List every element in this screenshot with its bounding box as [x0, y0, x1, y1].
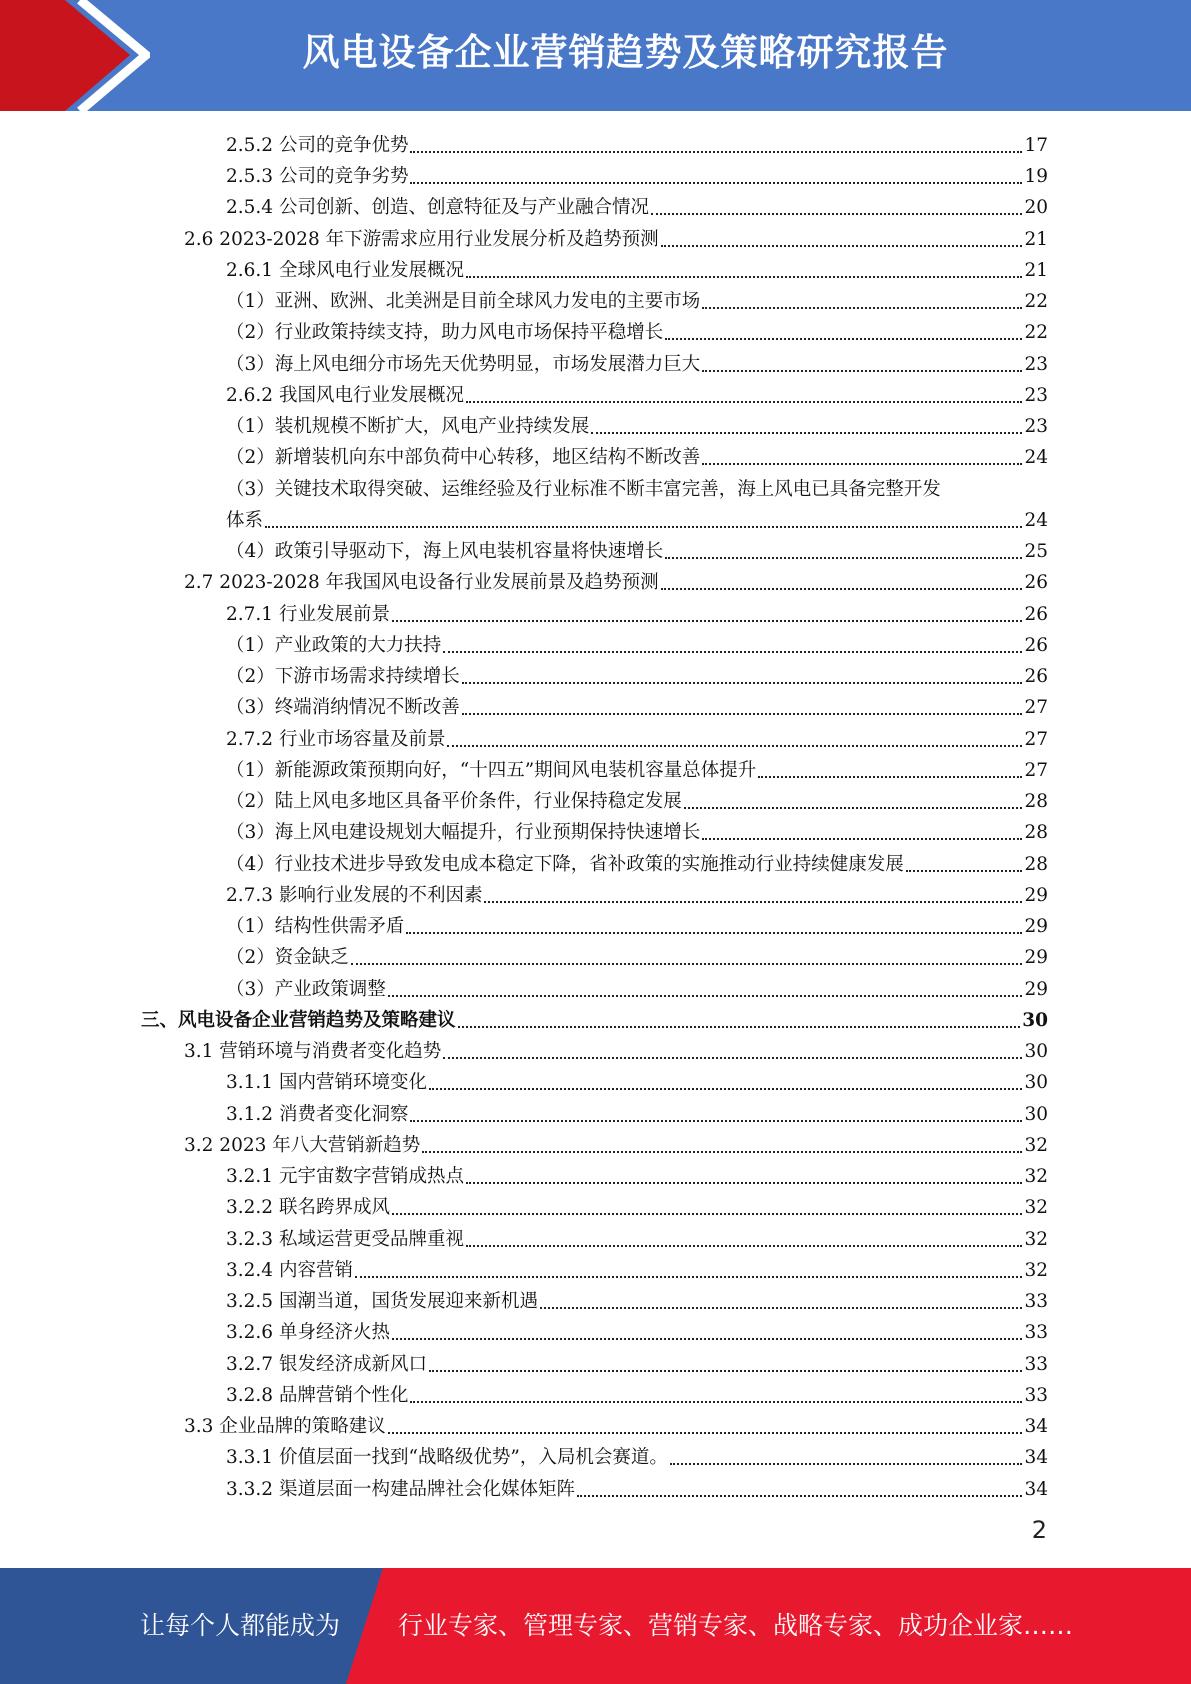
toc-entry[interactable]: 2.5.2 公司的竞争优势 17: [226, 135, 1048, 156]
toc-entry[interactable]: 3.2.7 银发经济成新风口 33: [226, 1354, 1048, 1375]
toc-entry[interactable]: 3.2.4 内容营销 32: [226, 1260, 1048, 1281]
toc-entry[interactable]: 2.6.1 全球风电行业发展概况 21: [226, 260, 1048, 281]
page-number: 2: [1031, 1516, 1047, 1544]
toc-entry[interactable]: 2.7.1 行业发展前景 26: [226, 604, 1048, 625]
toc-entry[interactable]: （1）装机规模不断扩大，风电产业持续发展 23: [226, 416, 1048, 437]
toc-entry[interactable]: 3.2 2023 年八大营销新趋势 32: [184, 1135, 1048, 1156]
toc-entry[interactable]: （1）新能源政策预期向好，“十四五”期间风电装机容量总体提升 27: [226, 760, 1048, 781]
toc-entry[interactable]: 3.1 营销环境与消费者变化趋势 30: [184, 1041, 1048, 1062]
toc-entry[interactable]: 3.3.2 渠道层面一构建品牌社会化媒体矩阵 34: [226, 1479, 1048, 1500]
toc-entry[interactable]: 3.2.5 国潮当道，国货发展迎来新机遇 33: [226, 1291, 1048, 1312]
toc-entry[interactable]: 3.3.1 价值层面一找到“战略级优势”，入局机会赛道。 34: [226, 1447, 1048, 1468]
page-footer: [0, 1568, 1191, 1684]
toc-entry[interactable]: （4）行业技术进步导致发电成本稳定下降，省补政策的实施推动行业持续健康发展 28: [226, 854, 1048, 875]
toc-entry[interactable]: （3）海上风电细分市场先天优势明显，市场发展潜力巨大 23: [226, 354, 1048, 375]
toc-entry[interactable]: 3.2.2 联名跨界成风 32: [226, 1197, 1048, 1218]
toc-entry[interactable]: 2.7.2 行业市场容量及前景 27: [226, 729, 1048, 750]
toc-entry[interactable]: （2）新增装机向东中部负荷中心转移，地区结构不断改善 24: [226, 447, 1048, 468]
toc-entry[interactable]: 3.2.3 私域运营更受品牌重视 32: [226, 1229, 1048, 1250]
toc-entry[interactable]: 2.7 2023-2028 年我国风电设备行业发展前景及趋势预测 26: [184, 572, 1048, 593]
toc-entry[interactable]: （1）产业政策的大力扶持 26: [226, 635, 1048, 656]
toc-entry[interactable]: （1）结构性供需矛盾 29: [226, 916, 1048, 937]
toc-entry[interactable]: （3）海上风电建设规划大幅提升，行业预期保持快速增长 28: [226, 822, 1048, 843]
report-title: 风电设备企业营销趋势及策略研究报告: [302, 31, 949, 74]
footer-slogan-left: 让每个人都能成为: [140, 1611, 341, 1640]
toc-chapter-entry[interactable]: 三、风电设备企业营销趋势及策略建议 30: [141, 1010, 1048, 1031]
toc-entry-wrapped-line[interactable]: （3）关键技术取得突破、运维经验及行业标准不断丰富完善，海上风电已具备完整开发: [226, 479, 941, 500]
toc-entry[interactable]: 2.7.3 影响行业发展的不利因素 29: [226, 885, 1048, 906]
toc-entry[interactable]: （2）陆上风电多地区具备平价条件，行业保持稳定发展 28: [226, 791, 1048, 812]
toc-entry[interactable]: 2.6.2 我国风电行业发展概况 23: [226, 385, 1048, 406]
toc-entry[interactable]: 2.5.4 公司创新、创造、创意特征及与产业融合情况 20: [226, 197, 1048, 218]
toc-entry[interactable]: （3）终端消纳情况不断改善 27: [226, 697, 1048, 718]
footer-slogan-right: 行业专家、管理专家、营销专家、战略专家、成功企业家……: [398, 1611, 1074, 1640]
toc-entry[interactable]: 3.1.2 消费者变化洞察 30: [226, 1104, 1048, 1125]
page-header: [0, 0, 1191, 111]
toc-entry[interactable]: （2）行业政策持续支持，助力风电市场保持平稳增长 22: [226, 322, 1048, 343]
toc-entry[interactable]: 3.2.1 元宇宙数字营销成热点 32: [226, 1166, 1048, 1187]
toc-entry[interactable]: 2.5.3 公司的竞争劣势 19: [226, 166, 1048, 187]
toc-entry[interactable]: 3.3 企业品牌的策略建议 34: [184, 1416, 1048, 1437]
toc-entry[interactable]: （2）下游市场需求持续增长 26: [226, 666, 1048, 687]
toc-entry[interactable]: （4）政策引导驱动下，海上风电装机容量将快速增长 25: [226, 541, 1048, 562]
toc-entry[interactable]: 3.1.1 国内营销环境变化 30: [226, 1072, 1048, 1093]
toc-entry[interactable]: 3.2.8 品牌营销个性化 33: [226, 1385, 1048, 1406]
toc-entry[interactable]: （1）亚洲、欧洲、北美洲是目前全球风力发电的主要市场 22: [226, 291, 1048, 312]
toc-entry[interactable]: 3.2.6 单身经济火热 33: [226, 1322, 1048, 1343]
toc-entry[interactable]: （3）产业政策调整 29: [226, 979, 1048, 1000]
toc-entry[interactable]: 体系 24: [226, 510, 1048, 531]
toc-entry[interactable]: （2）资金缺乏 29: [226, 947, 1048, 968]
toc-entry[interactable]: 2.6 2023-2028 年下游需求应用行业发展分析及趋势预测 21: [184, 229, 1048, 250]
